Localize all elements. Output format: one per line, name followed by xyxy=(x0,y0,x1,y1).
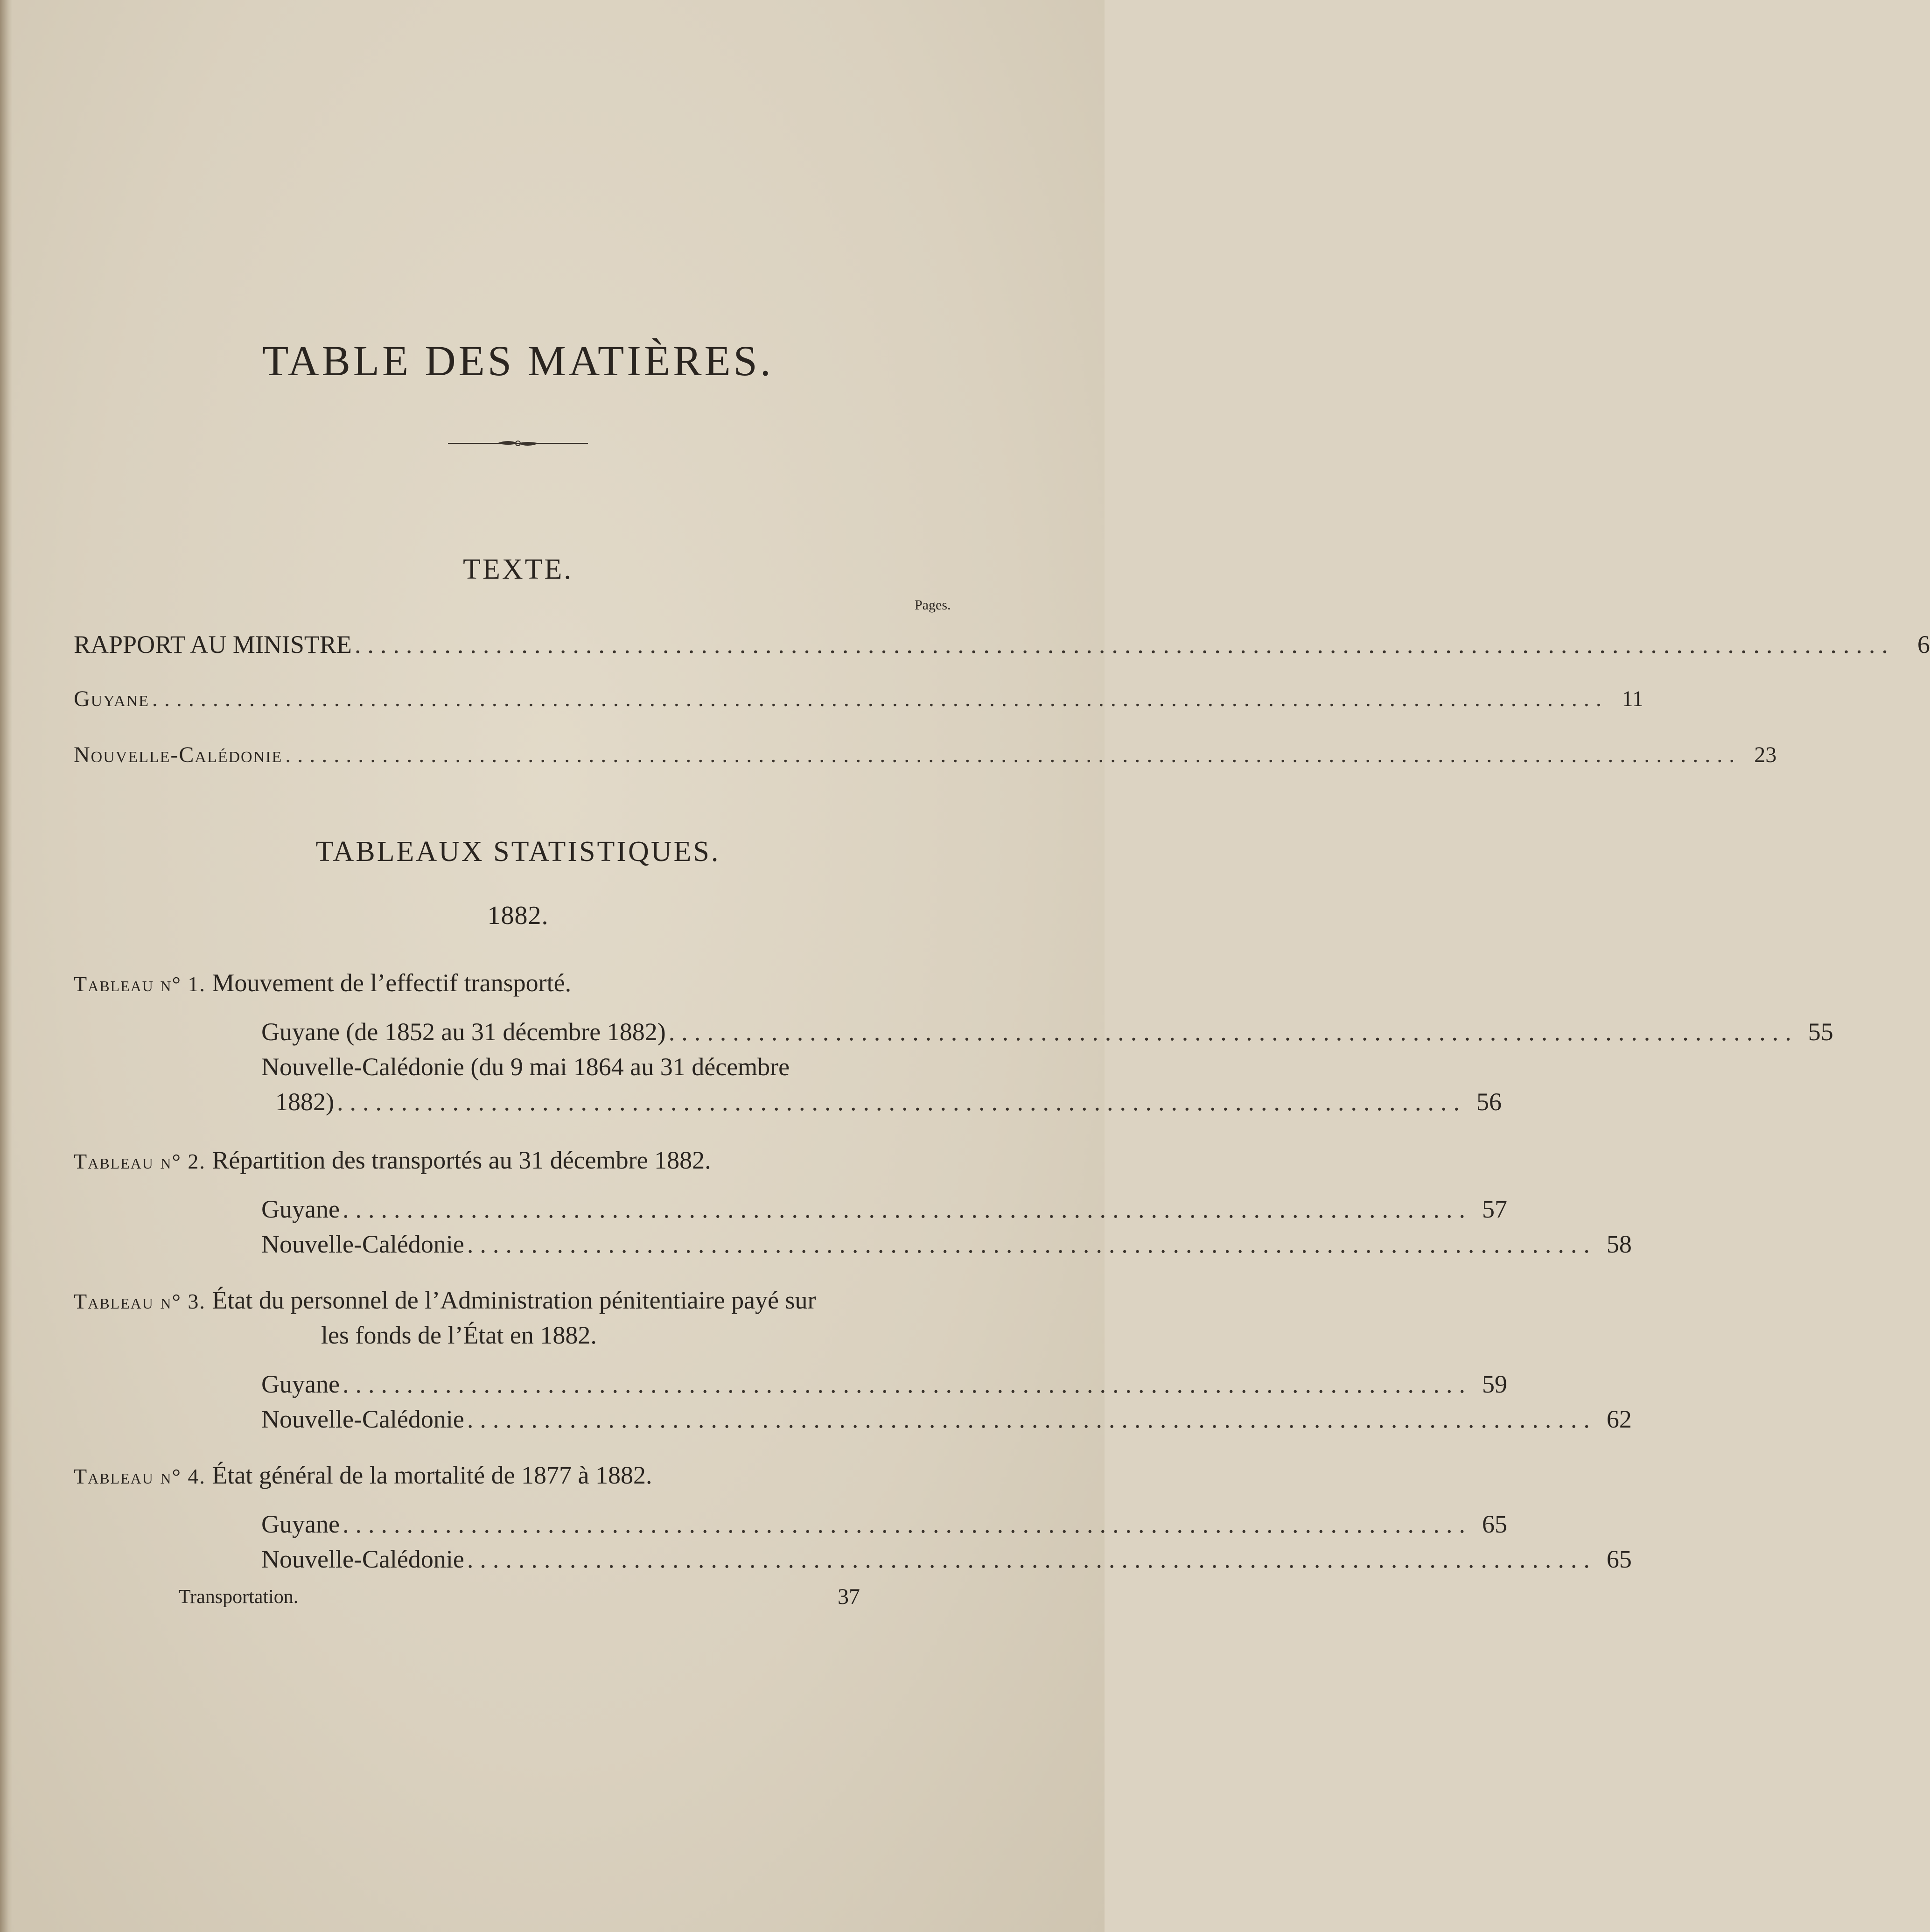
page-title: TABLE DES MATIÈRES. xyxy=(262,337,774,385)
section-heading-tableaux: TABLEAUX STATISTIQUES. xyxy=(315,836,720,868)
toc-entry-page: 57 xyxy=(1482,1195,1507,1223)
footer-running-title: Transportation. xyxy=(179,1586,299,1608)
dot-leader: ........................................................................................ xyxy=(342,1510,1472,1538)
toc-entry-page: 55 xyxy=(1808,1018,1833,1046)
toc-entry-page: 59 xyxy=(1482,1370,1507,1398)
toc-entry-nouvelle-caledonie[interactable] xyxy=(74,742,1777,768)
tableau-1-entry-caledonie[interactable] xyxy=(275,1087,1502,1116)
tableau-title: État général de la mortalité de 1877 à 1882. xyxy=(212,1461,652,1489)
tableau-1-heading xyxy=(74,968,571,997)
tableau-number: Tableau n° 4. xyxy=(74,1464,206,1488)
tableau-3-heading-continued: les fonds de l’État en 1882. xyxy=(321,1321,597,1349)
tableau-3-entry-caledonie[interactable] xyxy=(261,1405,1632,1434)
tableau-2-entry-guyane[interactable] xyxy=(261,1195,1507,1224)
dot-leader: ........................................................................................ xyxy=(336,1088,1466,1116)
toc-entry-page: 65 xyxy=(1606,1545,1632,1573)
toc-entry-label: Nouvelle-Calédonie xyxy=(261,1230,464,1258)
section-year: 1882. xyxy=(487,901,549,930)
dot-leader: ........................................................................................ xyxy=(668,1018,1798,1046)
tableau-title: État du personnel de l’Administration pénitentiaire payé sur xyxy=(212,1286,816,1314)
pages-column-label: Pages. xyxy=(915,597,951,613)
tableau-4-heading xyxy=(74,1461,652,1490)
dot-leader: ........................................................................................................................ xyxy=(285,742,1741,767)
toc-entry-page: 58 xyxy=(1606,1230,1632,1258)
toc-entry-label: Guyane xyxy=(74,686,149,711)
toc-entry-guyane[interactable] xyxy=(74,686,1643,712)
toc-entry-label: Guyane (de 1852 au 31 décembre 1882) xyxy=(261,1018,666,1046)
toc-entry-label: Nouvelle-Calédonie xyxy=(261,1545,464,1573)
tableau-1-entry-caledonie-line1 xyxy=(261,1052,887,1081)
toc-entry-label: RAPPORT AU MINISTRE xyxy=(74,630,352,658)
toc-entry-page: 11 xyxy=(1622,686,1643,711)
dot-leader: ........................................................................................ xyxy=(342,1370,1472,1398)
toc-entry-label: Nouvelle-Calédonie xyxy=(261,1405,464,1433)
toc-entry-page: 56 xyxy=(1476,1088,1502,1116)
dot-leader: ........................................................................................ xyxy=(467,1545,1596,1573)
footer-signature-mark: 37 xyxy=(838,1584,860,1609)
toc-entry-label: Guyane xyxy=(261,1510,340,1538)
tableau-2-entry-caledonie[interactable] xyxy=(261,1230,1632,1259)
tableau-4-entry-guyane[interactable] xyxy=(261,1510,1507,1539)
tableau-number: Tableau n° 1. xyxy=(74,972,206,996)
tableau-2-heading xyxy=(74,1146,711,1175)
tableau-1-entry-guyane[interactable] xyxy=(261,1017,1833,1046)
dot-leader: ........................................................................................ xyxy=(467,1405,1596,1433)
toc-entry-page: 6 xyxy=(1917,630,1930,658)
tableau-number: Tableau n° 3. xyxy=(74,1289,206,1313)
tableau-3-heading xyxy=(74,1286,816,1315)
toc-entry-label-continued: 1882) xyxy=(275,1088,334,1116)
title-ornament-icon xyxy=(448,438,588,449)
tableau-title: Mouvement de l’effectif transporté. xyxy=(212,969,572,997)
toc-entry-label: Nouvelle-Calédonie xyxy=(74,742,283,767)
toc-entry-page: 23 xyxy=(1754,742,1777,767)
toc-entry-page: 62 xyxy=(1606,1405,1632,1433)
dot-leader: ........................................................................................ xyxy=(342,1195,1472,1223)
dot-leader: ........................................................................................................................ xyxy=(152,686,1608,711)
toc-entry-label: Nouvelle-Calédonie (du 9 mai 1864 au 31 décembre xyxy=(261,1053,790,1081)
page-spine-shadow xyxy=(0,0,12,1932)
tableau-title: Répartition des transportés au 31 décembre 1882. xyxy=(212,1146,711,1174)
tableau-3-entry-guyane[interactable] xyxy=(261,1370,1507,1399)
dot-leader: ........................................................................................................................ xyxy=(354,630,1895,658)
tableau-4-entry-caledonie[interactable] xyxy=(261,1545,1632,1574)
toc-entry-label: Guyane xyxy=(261,1370,340,1398)
dot-leader: ........................................................................................ xyxy=(467,1230,1596,1258)
toc-entry-page: 65 xyxy=(1482,1510,1507,1538)
tableau-number: Tableau n° 2. xyxy=(74,1149,206,1173)
toc-entry-label: Guyane xyxy=(261,1195,340,1223)
section-heading-texte: TEXTE. xyxy=(463,553,573,585)
toc-entry-rapport[interactable] xyxy=(74,630,1930,659)
